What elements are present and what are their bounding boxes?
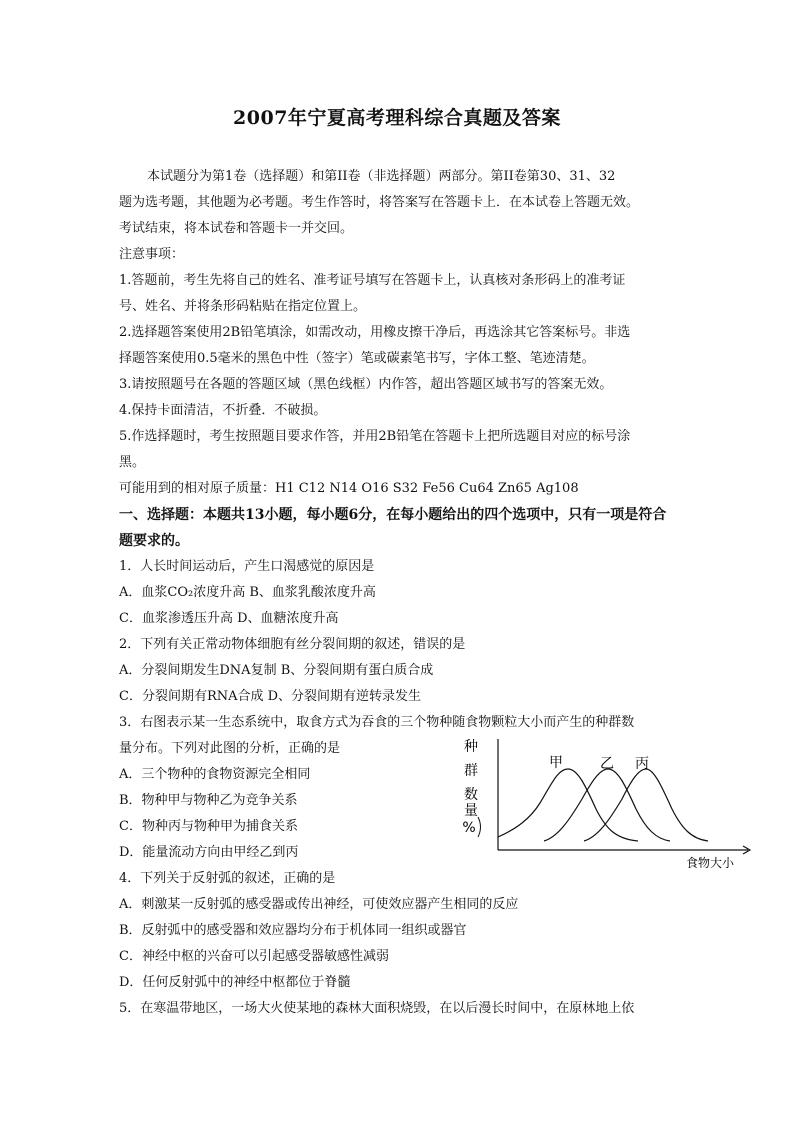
q4-option-b: B．反射弧中的感受器和效应器均分布于机体同一组织或器官 — [119, 923, 467, 938]
q3-stem-line-2: 量分布。下列对此图的分析，正确的是 — [119, 741, 341, 756]
note-line-1: 1.答题前，考生先将自己的姓名、准考证号填写在答题卡上，认真核对条形码上的准考证 — [119, 273, 626, 288]
note-line-4: 择题答案使用0.5毫米的黑色中性（签字）笔或碳素笔书写，字体工整、笔迹清楚。 — [119, 351, 595, 366]
q2-stem: 2．下列有关正常动物体细胞有丝分裂间期的叙述，错误的是 — [119, 637, 466, 652]
note-line-8: 黑。 — [119, 455, 146, 470]
q4-option-c: C．神经中枢的兴奋可以引起感受器敏感性减弱 — [119, 949, 389, 964]
ylabel-char-1: 种 — [464, 739, 478, 755]
label-yi: 乙 — [600, 756, 614, 772]
q1-options-cd: C．血浆渗透压升高 D、血糖浓度升高 — [119, 611, 339, 626]
q4-option-d: D．任何反射弧中的神经中枢都位于脊髓 — [119, 975, 351, 990]
notes-heading: 注意事项： — [119, 247, 185, 262]
ylabel-char-3: 数 — [464, 787, 478, 803]
intro-line-2: 题为选考题，其他题为必考题。考生作答时，将答案写在答题卡上．在本试卷上答题无效。 — [119, 195, 640, 210]
q3-option-c: C．物种丙与物种甲为捕食关系 — [119, 819, 298, 834]
ylabel-char-2: 群 — [464, 763, 478, 779]
q3-option-d: D．能量流动方向由甲经乙到丙 — [119, 845, 299, 860]
q1-options-ab: A．血浆CO₂浓度升高 B、血浆乳酸浓度升高 — [119, 585, 376, 600]
note-line-5: 3.请按照题号在各题的答题区域（黑色线框）内作答，超出答题区域书写的答案无效。 — [119, 377, 613, 392]
q4-stem: 4．下列关于反射弧的叙述，正确的是 — [119, 871, 336, 886]
intro-line-3: 考试结束，将本试卷和答题卡一并交回。 — [119, 221, 354, 236]
population-figure-svg — [456, 735, 756, 875]
q1-stem: 1．人长时间运动后，产生口渴感觉的原因是 — [119, 559, 375, 574]
q3-stem-line-1: 3．右图表示某一生态系统中，取食方式为吞食的三个物种随食物颗粒大小而产生的种群数 — [119, 715, 635, 730]
section-heading-line-1: 一、选择题：本题共13小题，每小题6分，在每小题给出的四个选项中，只有一项是符合 — [119, 507, 667, 523]
note-line-2: 号、姓名、并将条形码粘贴在指定位置上。 — [119, 299, 367, 314]
curve-bing — [584, 769, 708, 841]
note-line-7: 5.作选择题时，考生按照题目要求作答，并用2B铅笔在答题卡上把所选题目对应的标号涂 — [119, 429, 631, 444]
q3-option-a: A．三个物种的食物资源完全相同 — [119, 767, 311, 782]
note-line-3: 2.选择题答案使用2B铅笔填涂，如需改动，用橡皮擦干净后，再选涂其它答案标号。非选 — [119, 325, 631, 340]
label-jia: 甲 — [549, 755, 563, 771]
q5-stem: 5．在寒温带地区，一场大火使某地的森林大面积烧毁，在以后漫长时间中，在原林地上依 — [119, 1001, 635, 1016]
ylabel-bracket — [478, 817, 481, 837]
population-figure — [456, 735, 756, 875]
curve-yi — [544, 769, 670, 841]
q2-options-cd: C．分裂间期有RNA合成 D、分裂间期有逆转录发生 — [119, 689, 422, 704]
curve-jia — [498, 769, 638, 841]
label-bing: 丙 — [635, 756, 649, 772]
section-heading-line-2: 题要求的。 — [119, 533, 189, 549]
q2-options-ab: A．分裂间期发生DNA复制 B、分裂间期有蛋白质合成 — [119, 663, 434, 678]
note-line-6: 4.保持卡面清洁，不折叠．不破损。 — [119, 403, 327, 418]
q3-option-b: B．物种甲与物种乙为竞争关系 — [119, 793, 298, 808]
ylabel-char-4: 量 — [464, 803, 478, 819]
xlabel: 食物大小 — [685, 856, 735, 870]
q4-option-a: A．刺激某一反射弧的感受器或传出神经，可使效应器产生相同的反应 — [119, 897, 519, 912]
intro-line-1: 本试题分为第1卷（选择题）和第II卷（非选择题）两部分。第II卷第30、31、32 — [147, 169, 616, 184]
page-title: 2007年宁夏高考理科综合真题及答案 — [233, 107, 561, 129]
atomic-masses: 可能用到的相对原子质量：H1 C12 N14 O16 S32 Fe56 Cu64 Zn65 Ag108 — [119, 481, 579, 496]
ylabel-char-5: % — [462, 820, 476, 836]
